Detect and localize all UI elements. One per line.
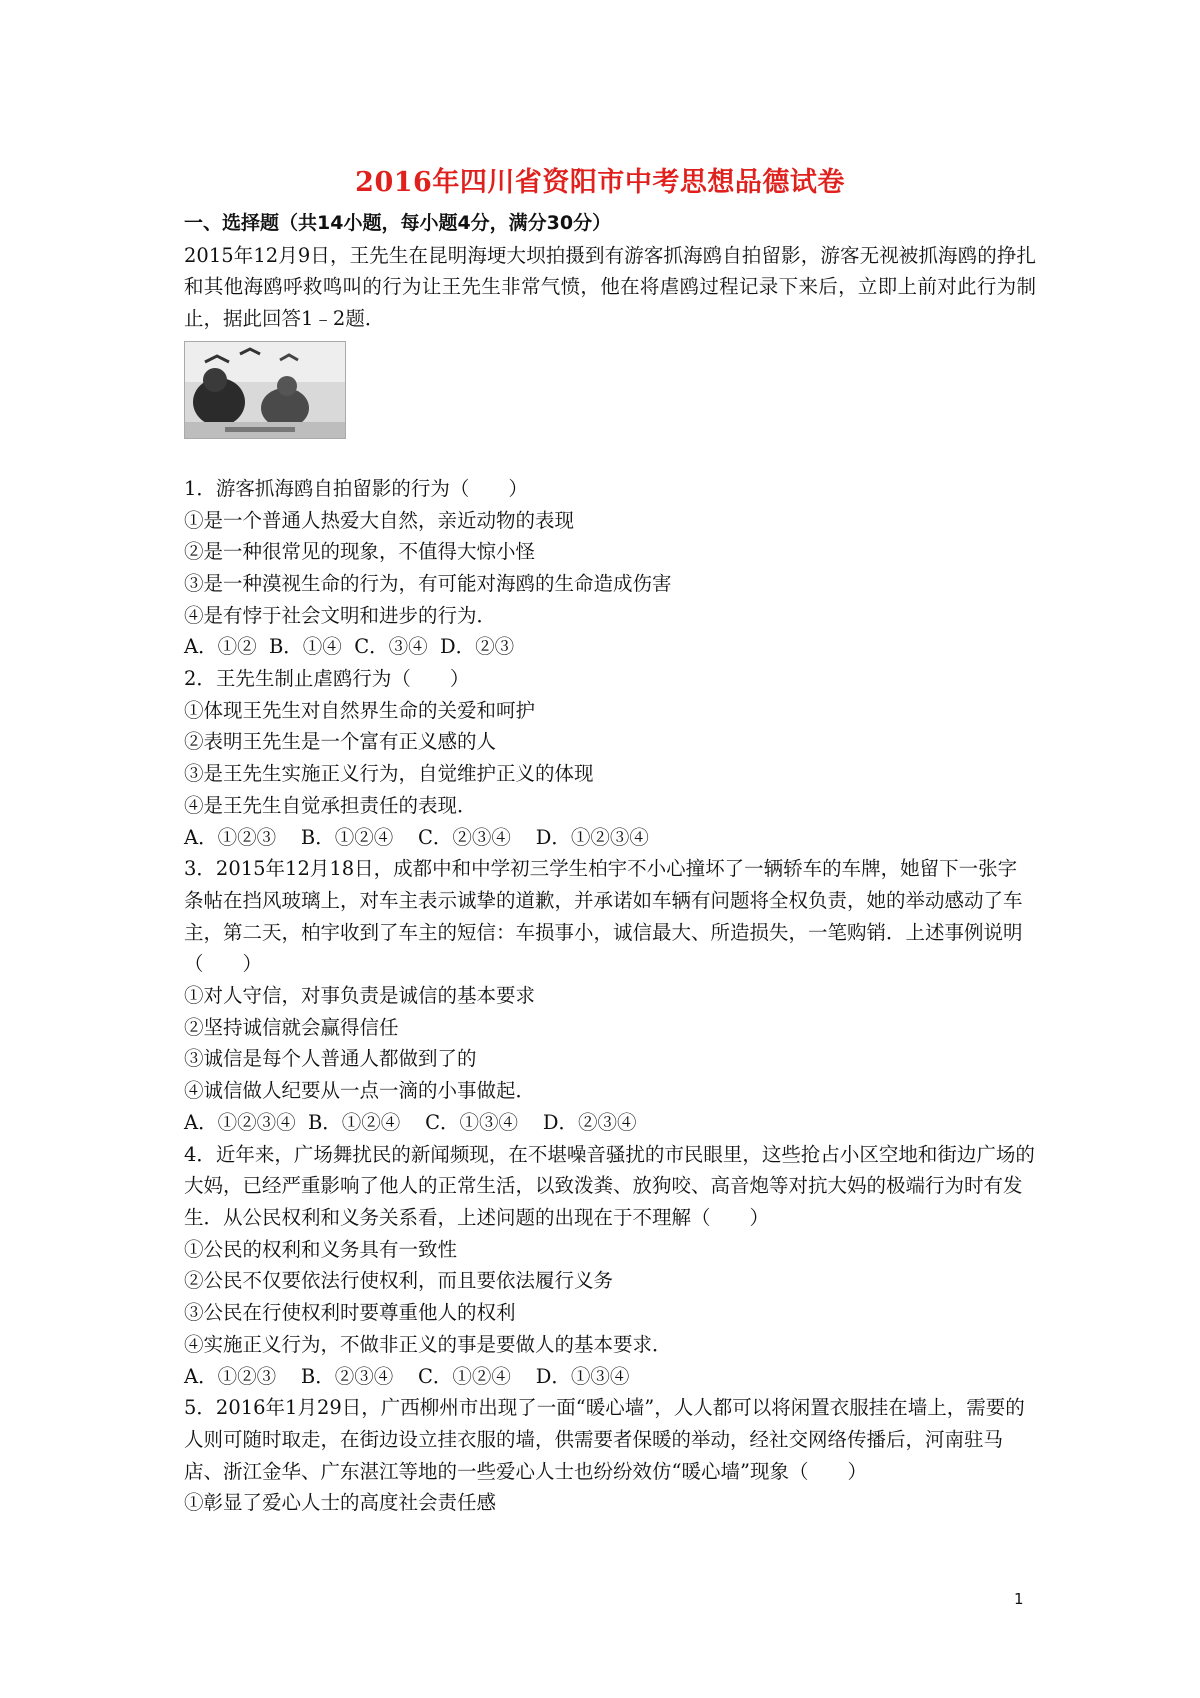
section-heading: 一、选择题（共14小题，每小题4分，满分30分） [184,212,612,234]
question-1-option: ②是一种很常见的现象，不值得大惊小怪 [184,540,536,564]
question-4-option: ②公民不仅要依法行使权利，而且要依法履行义务 [184,1269,614,1293]
question-3-answers: A．①②③④ B．①②④ C．①③④ D．②③④ [184,1110,637,1134]
question-3-option: ③诚信是每个人普通人都做到了的 [184,1047,477,1071]
question-3-stem: 3．2015年12月18日，成都中和中学初三学生柏宇不小心撞坏了一辆轿车的车牌，她留下一张字条帖在挡风玻璃上，对车主表示诚挚的道歉，并承诺如车辆有问题将全权负责，她的举动感动了车主，第二天，柏宇收到了车主的短信：车损事小，诚信最大、所造损失，一笔购销．上述事例说明（ ） [184,857,1023,976]
question-4-stem: 4．近年来，广场舞扰民的新闻频现，在不堪噪音骚扰的市民眼里，这些抢占小区空地和街边广场的大妈，已经严重影响了他人的正常生活，以致泼粪、放狗咬、高音炮等对抗大妈的极端行为时有发生．从公民权利和义务关系看，上述问题的出现在于不理解（ ） [184,1142,1035,1229]
question-1-stem: 1．游客抓海鸥自拍留影的行为（ ） [184,476,528,500]
question-2-option: ②表明王先生是一个富有正义感的人 [184,730,497,754]
question-4-option: ③公民在行使权利时要尊重他人的权利 [184,1301,516,1325]
question-2-option: ④是王先生自觉承担责任的表现． [184,793,477,817]
question-3-option: ②坚持诚信就会赢得信任 [184,1015,399,1039]
intro-paragraph: 2015年12月9日，王先生在昆明海埂大坝拍摄到有游客抓海鸥自拍留影，游客无视被抓海鸥的挣扎和其他海鸥呼救鸣叫的行为让王先生非常气愤，他在将虐鸥过程记录下来后，立即上前对此行为制止，据此回答1﹣2题． [184,243,1036,331]
question-1-option: ④是有悖于社会文明和进步的行为． [184,603,497,627]
question-3-option: ④诚信做人纪要从一点一滴的小事做起． [184,1079,536,1103]
page-title: 2016年四川省资阳市中考思想品德试卷 [355,167,845,198]
question-3-option: ①对人守信，对事负责是诚信的基本要求 [184,984,536,1008]
exam-content [184,208,1036,1519]
question-1-option: ①是一个普通人热爱大自然，亲近动物的表现 [184,508,575,532]
question-1-answers: A．①② B．①④ C．③④ D．②③ [184,635,515,659]
question-5-option: ①彰显了爱心人士的高度社会责任感 [184,1491,497,1515]
page-number: 1 [1014,1590,1024,1608]
question-4-answers: A．①②③ B．②③④ C．①②④ D．①③④ [184,1364,630,1388]
question-2-option: ③是王先生实施正义行为，自觉维护正义的体现 [184,762,594,786]
question-2-stem: 2．王先生制止虐鸥行为（ ） [184,667,470,691]
seagull-photo [184,341,346,439]
question-4-option: ④实施正义行为，不做非正义的事是要做人的基本要求． [184,1332,672,1356]
question-4-option: ①公民的权利和义务具有一致性 [184,1237,458,1261]
question-2-option: ①体现王先生对自然界生命的关爱和呵护 [184,698,536,722]
question-1-option: ③是一种漠视生命的行为，有可能对海鸥的生命造成伤害 [184,571,672,595]
question-5-stem: 5．2016年1月29日，广西柳州市出现了一面“暖心墙”，人人都可以将闲置衣服挂在墙上，需要的人则可随时取走，在街边设立挂衣服的墙，供需要者保暖的举动，经社交网络传播后，河南驻马店、浙江金华、广东湛江等地的一些爱心人士也纷纷效仿“暖心墙”现象（ ） [184,1396,1025,1483]
question-2-answers: A．①②③ B．①②④ C．②③④ D．①②③④ [184,825,649,849]
